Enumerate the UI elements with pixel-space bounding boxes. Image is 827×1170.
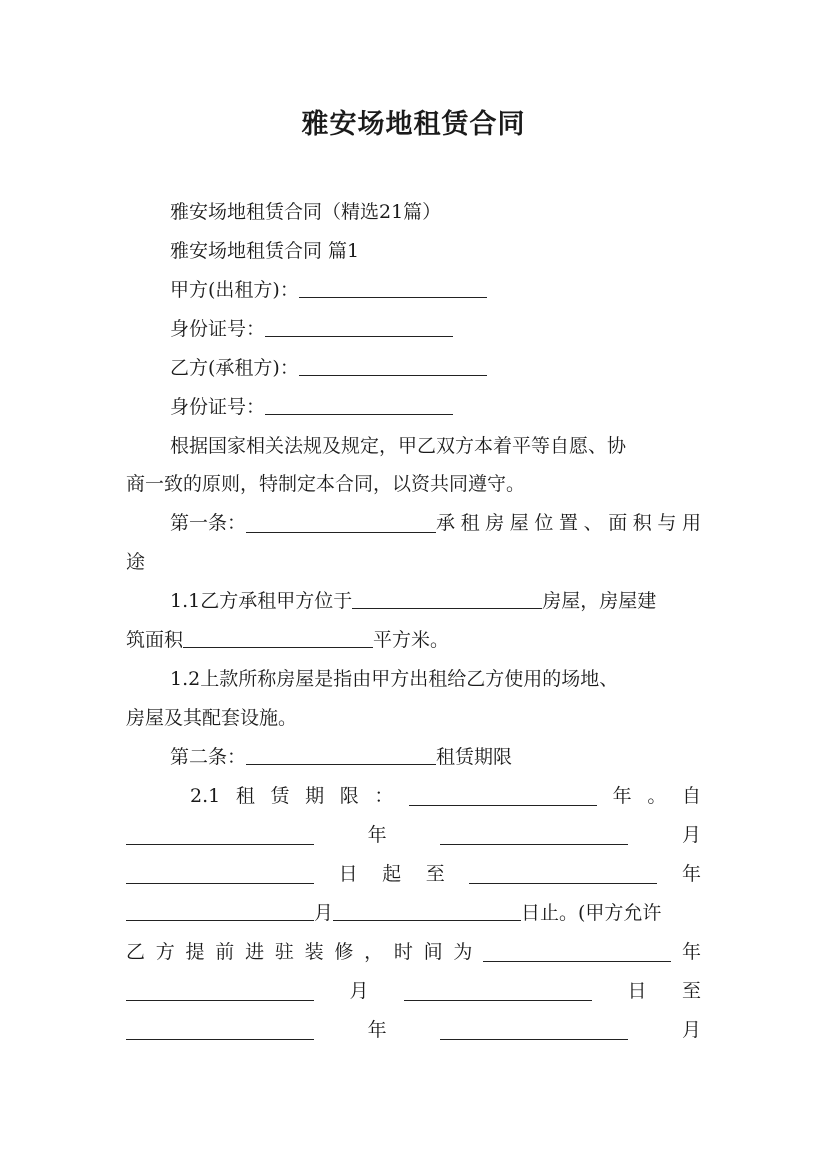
clause-text: 至 [425,863,445,885]
clause-text: ： [374,785,394,807]
fill-blank [246,514,436,533]
article-label: 第一条： [170,512,247,534]
clause-text: 装 [304,941,324,963]
party-b-blank [299,357,487,376]
clause-text: 驻 [274,941,294,963]
paragraph-line: 根据国家相关法规及规定，甲乙双方本着平等自愿、协 [170,435,627,457]
date-line [126,900,701,926]
clause-text: 为 [453,941,473,963]
clause-text: 年 [681,941,701,963]
clause-text: 平方米。 [373,629,450,651]
section-heading: 雅安场地租赁合同 篇1 [170,240,360,262]
fill-blank [409,787,597,806]
clause-text: 年 [367,824,387,846]
fill-blank [440,1021,628,1040]
clause-text: 月 [681,1019,701,1041]
clause-text: 月 [314,902,334,924]
contract-subtitle: 雅安场地租赁合同（精选21篇） [170,201,442,223]
id-number-label: 身份证号： [170,318,266,340]
date-line [126,822,701,848]
date-line [126,861,701,887]
clause-text: 年 [367,1019,387,1041]
paragraph-line: 1.2上款所称房屋是指由甲方出租给乙方使用的场地、 [170,668,619,690]
fill-blank [483,943,671,962]
paragraph-line: 房屋及其配套设施。 [126,707,298,729]
fill-blank [183,629,373,648]
clause-text: 月 [681,824,701,846]
clause-text: 至 [681,980,701,1002]
clause-text: 修 [334,941,354,963]
fill-blank [126,982,314,1001]
clause-text: 赁 [270,785,290,807]
clause-text: 提 [185,941,205,963]
clause-text: ， [364,941,384,963]
id-number-label-2: 身份证号： [170,396,266,418]
fill-blank [126,1021,314,1040]
clause-text: 时 [393,941,413,963]
id-number-blank [265,318,453,337]
clause-text: 年 [681,863,701,885]
clause-1-1-line-2 [126,627,701,653]
party-a-blank [299,279,487,298]
clause-text: 前 [215,941,235,963]
date-line [126,978,701,1004]
party-b-label: 乙方(承租方)： [170,357,299,379]
party-a-label: 甲方(出租方)： [170,279,299,301]
clause-text: 年 [612,785,632,807]
id-number-line-2 [170,394,701,420]
clause-text: 乙 [126,941,146,963]
clause-text: 租 [235,785,255,807]
id-number-line [170,316,701,342]
fill-blank [404,982,592,1001]
fill-blank [440,826,628,845]
fill-blank [126,902,314,921]
clause-text: 间 [423,941,443,963]
party-b-line [170,355,701,381]
clause-text: 起 [382,863,402,885]
clause-text: 限 [339,785,359,807]
paragraph-line: 商一致的原则，特制定本合同，以资共同遵守。 [126,473,526,495]
clause-text: 2.1 [190,785,221,807]
article-label: 第二条： [170,746,247,768]
article-2-heading [170,744,701,770]
fill-blank [352,590,542,609]
clause-text: 。 [647,785,667,807]
clause-text: 月 [349,980,369,1002]
clause-text: 日 [338,863,358,885]
clause-text: 进 [245,941,265,963]
clause-2-1-line [190,783,701,809]
date-line [126,1017,701,1043]
clause-text: 筑面积 [126,629,184,651]
fill-blank [126,826,314,845]
clause-text: 房屋，房屋建 [542,590,657,612]
article-title: 承租房屋位置、面积与用 [436,512,701,534]
article-1-heading [170,510,701,536]
clause-1-1-line [170,588,701,614]
article-title: 租赁期限 [436,746,513,768]
clause-text: 期 [305,785,325,807]
id-number-blank-2 [265,396,453,415]
document-title: 雅安场地租赁合同 [301,109,526,140]
fill-blank [246,746,436,765]
clause-text: 日止。(甲方允许 [521,902,662,924]
paragraph-line: 途 [126,551,146,573]
party-a-line [170,277,701,303]
clause-text: 方 [155,941,175,963]
clause-text: 1.1乙方承租甲方位于 [170,590,353,612]
fill-blank [469,865,657,884]
clause-text: 自 [681,785,701,807]
move-in-line [126,939,701,965]
fill-blank [333,902,521,921]
fill-blank [126,865,314,884]
clause-text: 日 [627,980,647,1002]
